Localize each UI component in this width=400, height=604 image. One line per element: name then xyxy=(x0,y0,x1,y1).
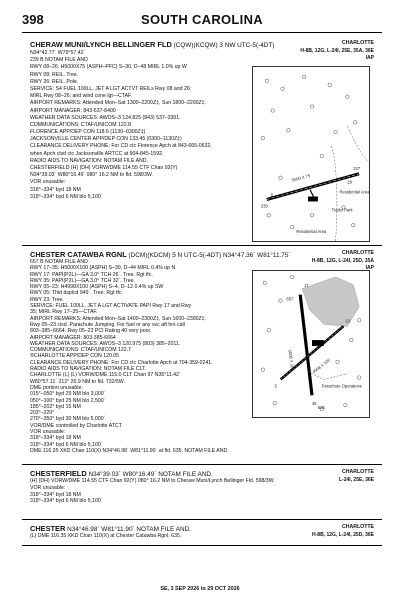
detail-line: VOR unusable: xyxy=(30,179,66,186)
runway-end-label: 26 xyxy=(347,179,352,185)
road xyxy=(347,126,369,162)
chart-refs xyxy=(339,477,374,484)
airport-entry-cheraw xyxy=(30,40,374,268)
section-divider xyxy=(22,545,382,546)
detail-line: CLEARANCE DELIVERY PHONE: For CD ctc Charlotte Apch at 704-359-0241. xyxy=(30,359,213,366)
city-label: CHARLOTTE xyxy=(342,524,374,530)
elevation-label: 635 xyxy=(317,405,325,411)
detail-line: WEATHER DATA SOURCES: AWOS–3 124.825 (843) 537–3301. xyxy=(30,114,181,121)
detail-line: VOR unusable: xyxy=(30,484,66,491)
chart-ref: L-24I, 25E, 36E xyxy=(338,477,374,483)
runway-end-label: 8 xyxy=(270,192,273,198)
airport-name: CHERAW MUNI/LYNCH BELLINGER FLD xyxy=(30,40,172,49)
state-title: SOUTH CAROLINA xyxy=(141,12,263,27)
detail-line: AIRPORT REMARKS: Attended Mon–Sat 1400–2300Z‡, Sun 1600–2300Z‡. xyxy=(30,315,207,322)
detail-line: 015°–050° byd 29 NM blo 3,000´ xyxy=(30,391,106,398)
detail-line: SERVICE: S4 FUEL 100LL, JET A LGT ACTVT REILs Rwy 08 and 26; xyxy=(30,85,192,92)
runway-end-label: 5 xyxy=(274,383,277,389)
navaid-name: CHESTER xyxy=(30,524,66,533)
detail-line: (L) DME 116.35 XKD Chan 110(X) at Chester Catawba Rgnl. 635. xyxy=(30,533,182,539)
page-header xyxy=(22,12,382,30)
detail-line: CHARLOTTE (L) (L) VORW/DME 115.0 CLT Chan 97 N35°11.42´ xyxy=(30,372,181,379)
tree-symbols xyxy=(261,75,357,229)
airport-ident: (CQW)(KCQW) xyxy=(173,42,218,49)
airport-entry-chester-catawba xyxy=(30,250,374,462)
city-label: CHARLOTTE xyxy=(342,250,374,256)
parachute-area xyxy=(302,277,359,326)
detail-line: 239 B NOTAM FILE AND xyxy=(30,57,88,64)
airport-title xyxy=(30,250,291,259)
elevation-label: 657 xyxy=(286,296,294,302)
airport-diagram-chester-catawba xyxy=(252,270,370,418)
section-divider xyxy=(22,464,382,465)
airport-name: CHESTER CATAWBA RGNL xyxy=(30,250,127,259)
detail-line: 803–385–6664. Rwy 05–23 PCI Rating 40 very poor. xyxy=(30,328,152,335)
detail-line: RWY 08–26: H5000X75 (ASPH–PFC) S–30, D–48 MIRL 1.0% up W xyxy=(30,64,187,71)
detail-line: N34°42.77´ W79°57.42´ xyxy=(30,50,86,56)
detail-line: MIRL Rwy 08–26; and wind cone lgt—CTAF. xyxy=(30,93,133,100)
city-label: CHARLOTTE xyxy=(342,469,374,475)
detail-line: ®CHARLOTTE APP/DEP CON 120.05 xyxy=(30,353,120,360)
detail-line: when Apch clsd ctc Jacksonville ARTCC at 904-845-1592. xyxy=(30,150,164,157)
detail-line: DME portion unusable: xyxy=(30,384,83,391)
detail-line: RWY 23: Tree. xyxy=(30,296,64,303)
navaid-entry-chesterfield xyxy=(30,469,374,519)
detail-line: 318°–334° byd 18 NM xyxy=(30,435,81,442)
detail-line: VOR/DME controlled by Charlotte ATCT xyxy=(30,422,122,429)
detail-line: RWY 17–35: H5000X100 (ASPH) S–30, D–44 MIRL 0.4% up N xyxy=(30,265,176,272)
detail-line: RWY 08: REIL. Tree. xyxy=(30,71,79,78)
detail-line: 318°–334° byd 6 NM blo 5,100´ xyxy=(30,193,103,200)
navaid-name: CHESTERFIELD xyxy=(30,469,87,478)
detail-line: CLEARANCE DELIVERY PHONE: For CD ctc Florence Apch at 843-665-0632, xyxy=(30,143,212,150)
page-number: 398 xyxy=(22,12,44,27)
chart-ref: H-8B, 12G, L-24I, 25D, 35A xyxy=(311,258,374,264)
airport-title xyxy=(30,40,274,49)
runway-dimension-label: 5000 X 100 xyxy=(287,349,296,371)
detail-line: Rwy 05–23 clsd. Parachute Jumping. For fuel or any svc aft hrs call xyxy=(30,321,185,328)
detail-line: RADIO AIDS TO NAVIGATION: NOTAM FILE CLT. xyxy=(30,366,147,373)
detail-line: VOR unusable: xyxy=(30,429,66,436)
detail-line: 270°–350° byd 30 NM blo 5,000´ xyxy=(30,416,106,423)
detail-line: WEATHER DATA SOURCES: AWOS–3 120.975 (803) 385–2011. xyxy=(30,340,181,347)
detail-line: 318°–334° byd 18 NM xyxy=(30,186,81,193)
chart-ref: IAP xyxy=(365,54,374,61)
detail-line: JACKSONVILLE CENTER APP/DEP CON 133.45 (0300–1130Z‡) xyxy=(30,136,182,143)
airport-diagram-cheraw xyxy=(252,66,370,242)
detail-line: AIRPORT MANAGER: 803-385-6664 xyxy=(30,334,116,341)
chart-refs xyxy=(300,48,374,61)
airport-ident: (DCM)(KDCM) xyxy=(128,252,171,259)
detail-line: COMMUNICATIONS: CTAF/UNICOM 122.8 xyxy=(30,121,131,128)
trailer-park-label: Trailer Park xyxy=(331,207,353,213)
residential-area-label: Residential Area xyxy=(296,229,327,235)
airport-details xyxy=(30,50,212,201)
detail-line: RADIO AIDS TO NAVIGATION: NOTAM FILE AND. xyxy=(30,157,148,164)
runway-end-label: 35 xyxy=(311,401,317,407)
runway-dimension-label: 4998 X 100 xyxy=(311,357,332,375)
detail-line: 318°–334° byd 6 NM blo 5,100´ xyxy=(30,441,103,448)
header-rule xyxy=(22,32,382,33)
city-label: CHARLOTTE xyxy=(342,40,374,46)
page-footer: SE, 3 SEP 2026 to 29 OCT 2026 xyxy=(160,586,240,592)
detail-line: CHESTERFIELD (H) (DH) VORW/DME 114.55 CTF Chan 92(Y) xyxy=(30,165,178,171)
detail-line: 185°–202° byd 15 NM xyxy=(30,403,81,410)
section-divider xyxy=(22,245,382,246)
runway-end-label: 23 xyxy=(345,318,350,324)
detail-line: 050°–100° byd 25 NM blo 2,500´ xyxy=(30,397,106,404)
navaid-location: N34°39.03´ W80°16.49´ NOTAM FILE AND. xyxy=(88,471,213,478)
parachute-label: Parachute Operations xyxy=(321,383,362,389)
detail-line: N34°39.03´ W80°16.49´ 080° 16.2 NM to fld. 598/3W. xyxy=(30,172,154,179)
detail-line: AIRPORT MANAGER: 843-537-8400 xyxy=(30,107,116,114)
chart-refs xyxy=(312,532,374,539)
apron xyxy=(308,197,318,202)
detail-line: 318°–334° byd 6 NM blo 5,100´ xyxy=(30,498,103,505)
navaid-location: N34°46.98´ W81°11.90´ NOTAM FILE AND. xyxy=(67,526,191,533)
navaid-title xyxy=(30,524,191,533)
runway-dimension-label: 5000 X 75 xyxy=(291,172,311,183)
detail-line: FLORENCE APP/DEP CON 118.6 (1130–0300Z‡) xyxy=(30,129,146,136)
airport-details xyxy=(30,259,229,454)
taxiway xyxy=(310,190,314,198)
chart-ref: H-8B, 12G, L-24I, 25E, 35A, 36E xyxy=(300,48,374,54)
elevation-label: 227 xyxy=(353,165,361,171)
apron xyxy=(312,340,324,346)
airport-location: 5 N UTC-5(-4DT) N34°47.36´ W81°11.75´ xyxy=(172,252,291,259)
airport-location: 3 NW UTC-5(-4DT) xyxy=(219,42,275,49)
detail-line: RWY 05–23: H4998X100 (ASPH) S–4, D–12 0.4% up SW xyxy=(30,284,164,291)
detail-line: RWY 05: Thld dsplcd 949´. Tree. Rgt tfc. xyxy=(30,290,123,297)
detail-line: SERVICE: FUEL 100LL, JET A LGT ACTIVATE PAPI Rwy 17 and Rwy xyxy=(30,303,192,310)
road xyxy=(332,146,337,241)
chart-ref: H-8B, 12G, L-24I, 25D, 36E xyxy=(312,532,374,538)
section-divider xyxy=(22,519,382,520)
detail-line: 657 B NOTAM FILE AND xyxy=(30,259,88,265)
detail-line: RWY 35: PAPI(P2L)—GA 3.0° TCH 32´. Tree. xyxy=(30,277,135,284)
detail-line: 35; MIRL Rwy 17–35—CTAF. xyxy=(30,309,98,316)
navaid-title xyxy=(30,469,213,478)
residential-area-label: Residential Area xyxy=(339,189,369,195)
runway-end-label: 17 xyxy=(304,282,309,288)
detail-line: COMMUNICATIONS: CTAF/UNICOM 122.7 xyxy=(30,347,131,354)
detail-line: DME 116.35 XKD Chan 110(X) N34°46.98´ W81°11.90´ at fld. 635. NOTAM FILE AND. xyxy=(30,447,229,454)
navaid-details xyxy=(30,478,275,505)
detail-line: RWY 17: PAPI(P2L)—GA 3.0° TCH 26´. Tree. Rgt tfc. xyxy=(30,271,153,278)
detail-line: 318°–334° byd 18 NM xyxy=(30,491,81,498)
navaid-details xyxy=(30,533,181,540)
detail-line: W80°57.11´ 212° 26.9 NM to fld. 732/5W. xyxy=(30,378,125,385)
detail-line: (H) (DH) VORW/DME 114.55 CTF Chan 92(Y) 080° 16.2 NM to Cheraw Muni/Lynch Bellinger Fld. 598/3W. xyxy=(30,478,275,484)
chart-ref: IAP xyxy=(365,264,374,271)
detail-line: AIRPORT REMARKS: Attended Mon–Sat 1300–2200Z‡, Sun 1800–2200Z‡. xyxy=(30,100,207,107)
detail-line: RWY 26: REIL. Pole. xyxy=(30,78,79,85)
detail-line: 203°–220° xyxy=(30,410,55,417)
elevation-label: 239 xyxy=(260,203,268,209)
